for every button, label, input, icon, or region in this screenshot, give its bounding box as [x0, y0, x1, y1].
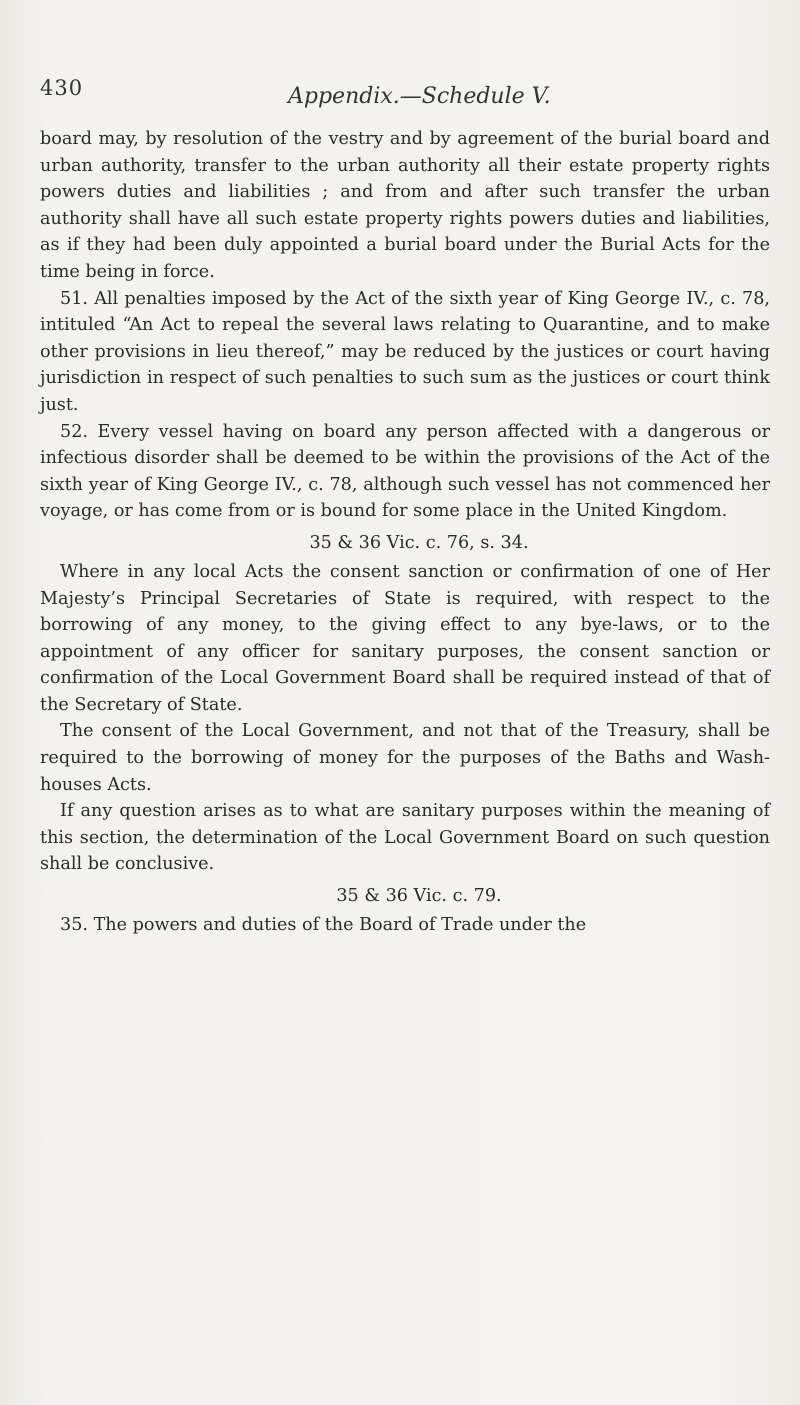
section-51: 51. All penalties imposed by the Act of the sixth year of King George IV., c. 78, intituled “An Act to repeal the several laws relating to Quarantine, and to make other provisions in lieu thereof,” may be reduced by the justices or court having jurisdiction in respect of such penalties to such sum as the justices or court think just. — [40, 288, 770, 415]
paragraph-if: If any question arises as to what are sanitary purposes within the meaning of this section, the determination of the Local Government Board on such question shall be conclusive. — [40, 801, 770, 875]
statute-heading-2: 35 & 36 Vic. c. 79. — [336, 886, 502, 907]
paragraph-continuation: board may, by resolution of the vestry and by agreement of the burial board and urban authority, transfer to the urban authority all their estate property rights powers duties and liabilities ; and from and after such transfer the urban authority shall have all such estate property rights powers duties and liabilities, as if they had been duly appointed a burial board under the Burial Acts for the time being in force. — [40, 129, 770, 282]
body-text — [40, 126, 770, 939]
page-header — [40, 76, 770, 116]
running-head: Appendix.—Schedule V. — [288, 84, 551, 109]
page-number: 430 — [40, 76, 84, 100]
paragraph-where: Where in any local Acts the consent sanction or confirmation of one of Her Majesty’s Principal Secretaries of State is required, with respect to the borrowing of any money, to the giving effect to any bye-laws, or to the appointment of any officer for sanitary purposes, the consent sanction or confirmation of the Local Government Board shall be required instead of that of the Secretary of State. — [40, 561, 770, 715]
section-52: 52. Every vessel having on board any person affected with a dangerous or infectious disorder shall be deemed to be within the provisions of the Act of the sixth year of King George IV., c. 78, although such vessel has not commenced her voyage, or has come from or is bound for some place in the United Kingdom. — [40, 421, 770, 522]
paragraph-consent: The consent of the Local Government, and not that of the Treasury, shall be required to the borrowing of money for the purposes of the Baths and Wash-houses Acts. — [40, 721, 770, 795]
section-35: 35. The powers and duties of the Board of Trade under the — [60, 915, 587, 936]
statute-heading-1: 35 & 36 Vic. c. 76, s. 34. — [309, 532, 529, 553]
